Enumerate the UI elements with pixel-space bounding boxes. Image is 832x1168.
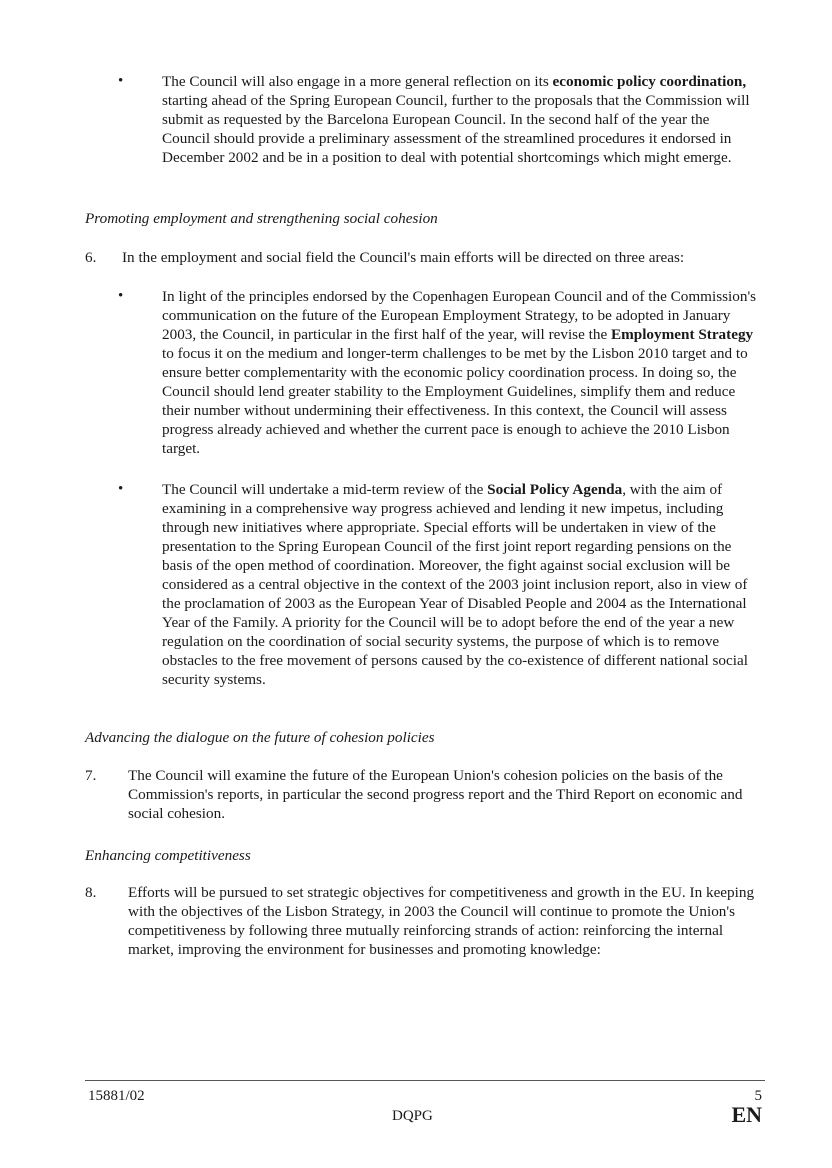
paragraph-6 — [85, 248, 765, 267]
page-number: 5 — [754, 1088, 762, 1104]
bullet-economic-policy — [118, 72, 754, 167]
bullet-text-bold: Social Policy Agenda — [487, 481, 623, 498]
document-reference: 15881/02 — [88, 1088, 145, 1104]
bullet-marker: • — [118, 481, 124, 497]
bullet-text-pre: The Council will also engage in a more general reflection on its — [162, 73, 553, 90]
bullet-text-bold: economic policy coordination, — [552, 73, 747, 90]
bullet-text-bold: Employment Strategy — [610, 326, 754, 343]
section-heading-cohesion: Advancing the dialogue on the future of cohesion policies — [85, 729, 435, 746]
bullet-text — [162, 72, 754, 167]
paragraph-7 — [85, 766, 765, 823]
bullet-text-pre: The Council will undertake a mid-term review of the — [162, 481, 488, 498]
language-code: EN — [731, 1102, 762, 1127]
paragraph-text: Efforts will be pursued to set strategic objectives for competitiveness and growth in the EU. In keeping with the objectives of the Lisbon Strategy, in 2003 the Council will continue to promote the Union's competitiveness by following three mutually reinforcing strands of action: reinforcing the internal market, improving the environment for businesses and promoting knowledge: — [128, 884, 755, 958]
paragraph-number: 8. — [85, 884, 97, 901]
section-heading-employment: Promoting employment and strengthening social cohesion — [85, 210, 438, 227]
bullet-text-post: starting ahead of the Spring European Council, further to the proposals that the Commission will submit as requested by the Barcelona European Council. In the second half of the year the Council should provide a preliminary assessment of the streamlined procedures it endorsed in December 2002 and be in a position to deal with potential shortcomings which might emerge. — [162, 92, 750, 166]
bullet-text — [162, 287, 763, 458]
paragraph-text: The Council will examine the future of the European Union's cohesion policies on the basis of the Commission's reports, in particular the second progress report and the Third Report on economic and social cohesion. — [128, 767, 743, 822]
section-heading-competitiveness: Enhancing competitiveness — [85, 847, 251, 864]
bullet-employment-strategy — [118, 287, 763, 458]
paragraph-number: 7. — [85, 767, 97, 784]
bullet-text — [162, 480, 763, 689]
bullet-text-post: , with the aim of examining in a comprehensive way progress achieved and lending it new impetus, including through new initiatives where appropriate. Special efforts will be undertaken in view of the presentation to the Spring European Council of the first joint report regarding pensions on the basis of the open method of coordination. Moreover, the fight against social exclusion will be considered as a central objective in the context of the 2003 joint inclusion report, also in view of the proclamation of 2003 as the European Year of Disabled People and 2004 as the International Year of the Family. A priority for the Council will be to adopt before the end of the year a new regulation on the coordination of social security systems, the purpose of which is to remove obstacles to the free movement of persons caused by the co-existence of different national social security systems. — [162, 481, 748, 688]
bullet-marker: • — [118, 73, 124, 89]
footer-rule — [85, 1080, 765, 1081]
unit-code: DQPG — [392, 1108, 433, 1124]
paragraph-number: 6. — [85, 249, 97, 266]
bullet-social-policy-agenda — [118, 480, 763, 689]
bullet-text-pre: In light of the principles endorsed by the Copenhagen European Council and of the Commission's communication on the future of the European Employment Strategy, to be adopted in January 2003, the Council, in particular in the first half of the year, will revise the — [162, 288, 757, 343]
paragraph-text: In the employment and social field the Council's main efforts will be directed on three areas: — [122, 249, 685, 266]
bullet-marker: • — [118, 288, 124, 304]
paragraph-8 — [85, 883, 765, 959]
bullet-text-post: to focus it on the medium and longer-term challenges to be met by the Lisbon 2010 target and to ensure better complementarity with the economic policy coordination process. In doing so, the Council should lend greater stability to the Employment Guidelines, simplify them and reduce their number without undermining their effectiveness. In this context, the Council will assess progress already achieved and whether the current pace is enough to achieve the 2010 Lisbon target. — [162, 345, 748, 457]
